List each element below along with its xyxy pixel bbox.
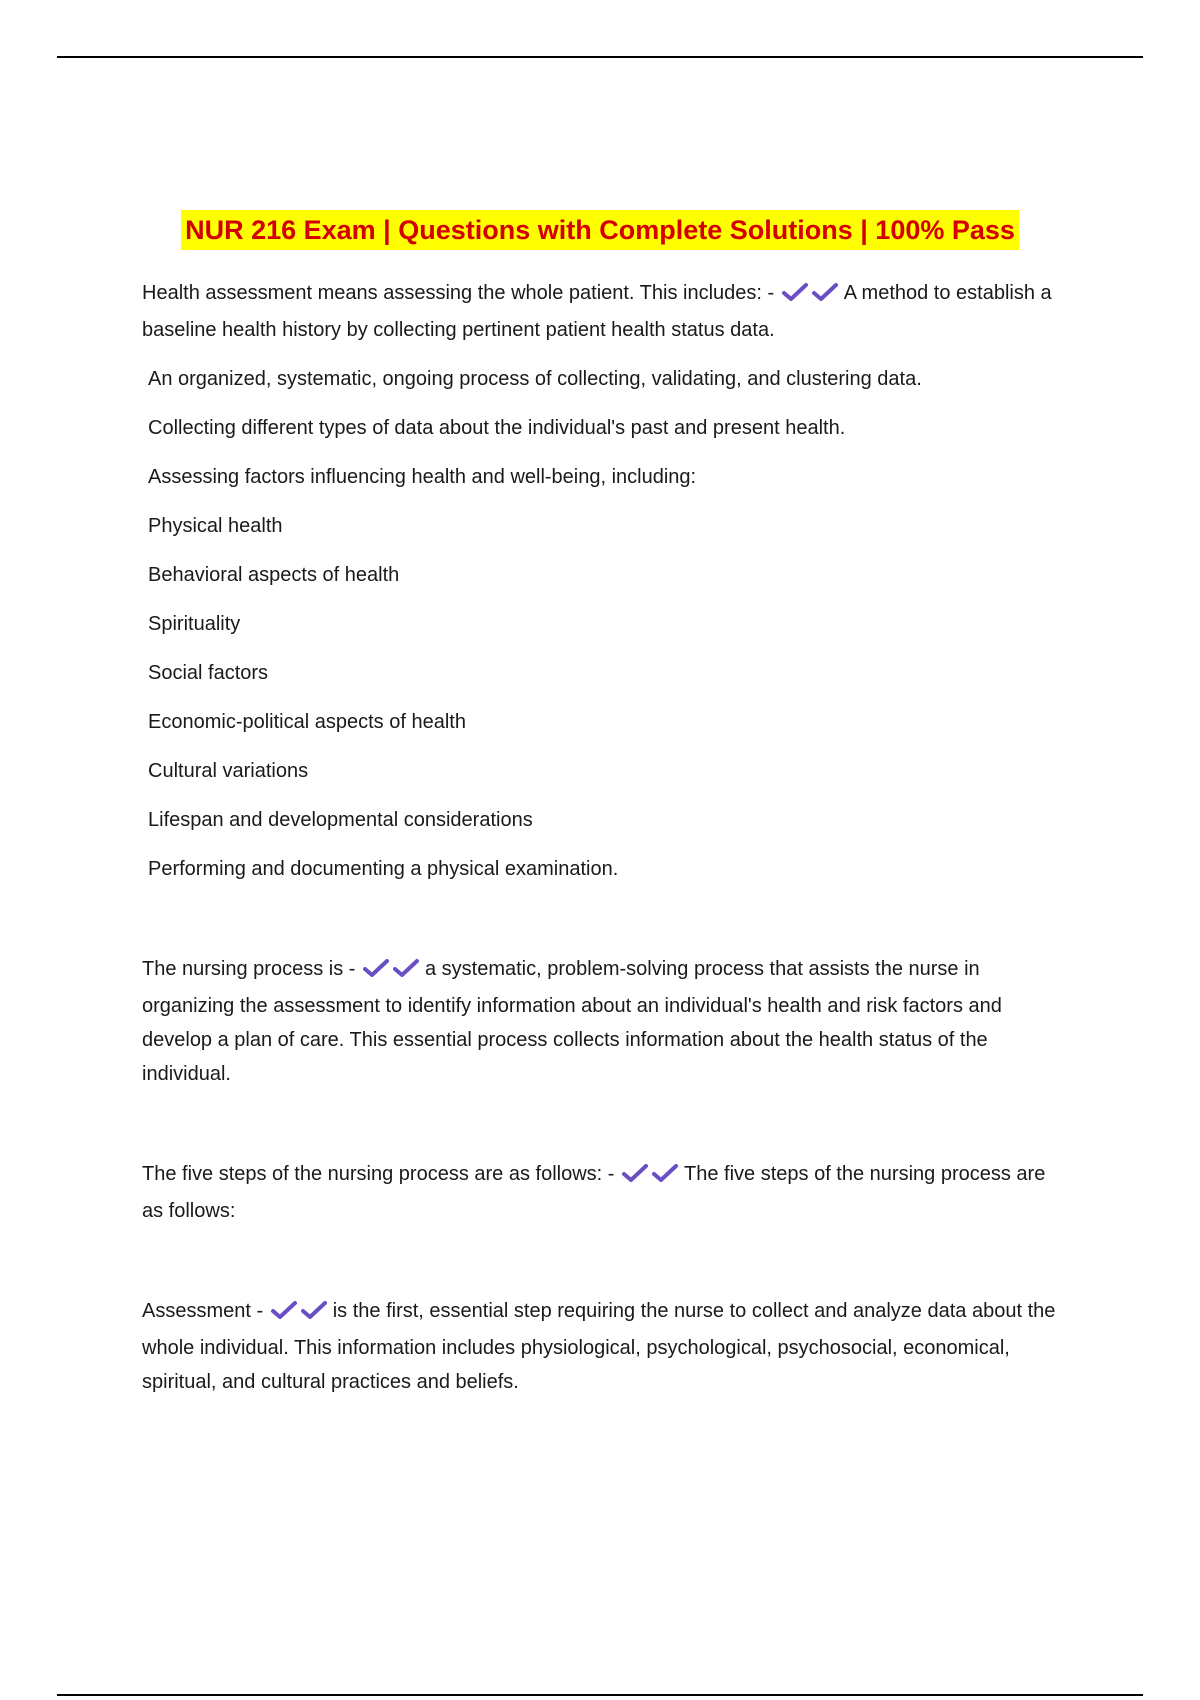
answer-text: The five steps of the nursing process are as follows: [142,1163,1046,1222]
check-icon [652,1163,678,1183]
double-check-icon [782,279,840,313]
check-icon [301,1300,327,1320]
list-item: An organized, systematic, ongoing process of collecting, validating, and clustering data. [148,368,922,390]
double-check-icon [622,1160,680,1194]
check-icon [271,1300,297,1320]
list-item: Lifespan and developmental considerations [148,809,533,831]
list-item: Social factors [148,662,269,684]
check-icon [782,282,808,302]
answer-text: a systematic, problem-solving process that assists the nurse in organizing the assessment to identify information about an individual's health and risk factors and develop a plan of care. This essential process collects information about the health status of the individual. [142,958,1002,1085]
check-icon [363,958,389,978]
top-rule [57,56,1143,58]
list-item: Collecting different types of data about the individual's past and present health. [148,417,846,439]
assessment-list [142,362,1067,886]
question-text: The nursing process is - [142,958,356,980]
list-item: Physical health [148,515,283,537]
bottom-rule [57,1694,1143,1696]
qa-item-4 [142,1294,1067,1399]
answer-text: A method to establish a baseline health history by collecting pertinent patient health status data. [142,282,1052,341]
check-icon [812,282,838,302]
list-item: Behavioral aspects of health [148,564,400,586]
list-item: Cultural variations [148,760,309,782]
qa-item-3 [142,1157,1067,1228]
list-item: Assessing factors influencing health and well-being, including: [148,466,697,488]
title-wrap [0,210,1200,250]
list-item: Spirituality [148,613,241,635]
list-item: Economic-political aspects of health [148,711,466,733]
qa-item-2 [142,952,1067,1091]
check-icon [622,1163,648,1183]
double-check-icon [363,955,421,989]
answer-text: is the first, essential step requiring the nurse to collect and analyze data about the whole individual. This information includes physiological, psychological, psychosocial, economical, spiritual, and cultural practices and beliefs. [142,1300,1056,1393]
question-text: Health assessment means assessing the whole patient. This includes: - [142,282,775,304]
document-title: NUR 216 Exam | Questions with Complete Solutions | 100% Pass [181,210,1019,250]
question-text: The five steps of the nursing process are as follows: - [142,1163,615,1185]
double-check-icon [271,1297,329,1331]
check-icon [393,958,419,978]
list-item: Performing and documenting a physical examination. [148,858,619,880]
question-text: Assessment - [142,1300,264,1322]
document-body [142,276,1067,1399]
qa-item-1 [142,276,1067,347]
